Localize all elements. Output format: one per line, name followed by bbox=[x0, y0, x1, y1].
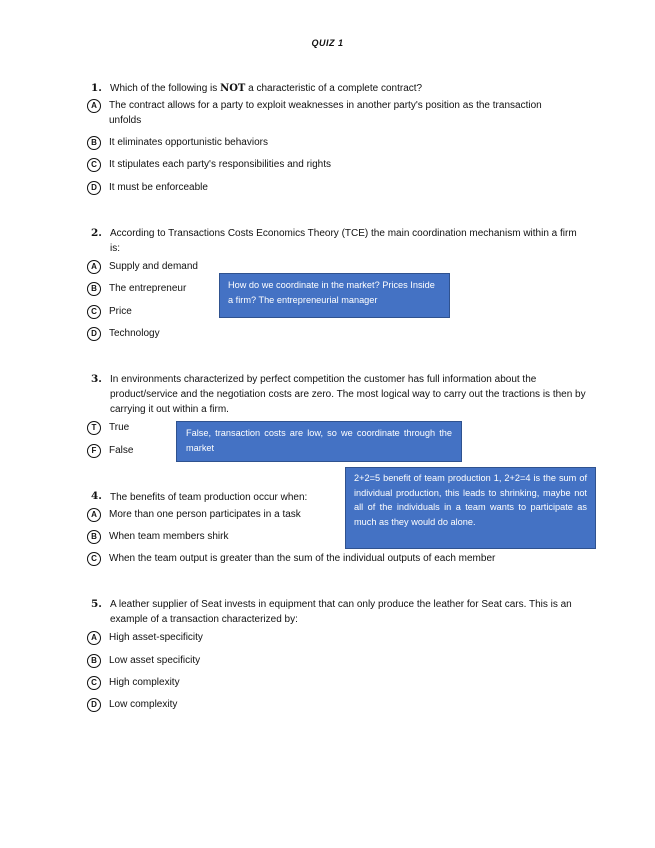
option-d-circle[interactable]: D bbox=[87, 698, 101, 712]
option-c-circle[interactable]: C bbox=[87, 676, 101, 690]
option-t-circle[interactable]: T bbox=[87, 421, 101, 435]
question-3-text: In environments characterized by perfect competition the customer has full information about the product/service and the negotiation costs are zero. The most logical way to carry out the tractions is then by carrying it out within a firm. bbox=[110, 374, 586, 415]
question-3-annotation: False, transaction costs are low, so we coordinate through the market bbox=[176, 421, 462, 462]
question-1-option-a[interactable] bbox=[87, 98, 569, 126]
question-2-option-d[interactable] bbox=[87, 326, 559, 344]
option-label: The entrepreneur bbox=[109, 283, 187, 294]
option-label: When the team output is greater than the sum of the individual outputs of each member bbox=[109, 553, 496, 564]
option-a-circle[interactable]: A bbox=[87, 99, 101, 113]
question-2-annotation: How do we coordinate in the market? Prices Inside a firm? The entrepreneurial manager bbox=[219, 273, 450, 318]
option-f-circle[interactable]: F bbox=[87, 444, 101, 458]
option-a-circle[interactable]: A bbox=[87, 508, 101, 522]
option-label: The contract allows for a party to exploit weaknesses in another party's position as the transaction unfolds bbox=[109, 100, 542, 126]
option-label: Price bbox=[109, 306, 132, 317]
option-label: True bbox=[109, 422, 130, 433]
option-d-circle[interactable]: D bbox=[87, 181, 101, 195]
option-label: Low asset specificity bbox=[109, 655, 201, 666]
question-4-text: The benefits of team production occur when: bbox=[110, 492, 308, 503]
option-label: False bbox=[109, 445, 134, 456]
question-5-option-a[interactable] bbox=[87, 630, 559, 648]
question-1-option-b[interactable] bbox=[87, 135, 559, 153]
option-label: Low complexity bbox=[109, 699, 178, 710]
option-b-circle[interactable]: B bbox=[87, 654, 101, 668]
option-c-circle[interactable]: C bbox=[87, 158, 101, 172]
option-label: More than one person participates in a task bbox=[109, 509, 301, 520]
question-4-number: 4. bbox=[91, 490, 102, 502]
quiz-title: QUIZ 1 bbox=[311, 38, 344, 48]
option-label: When team members shirk bbox=[109, 531, 229, 542]
question-5-text: A leather supplier of Seat invests in equipment that can only produce the leather for Seat cars. This is an example of a transaction characterized by: bbox=[110, 599, 572, 625]
option-label: High asset-specificity bbox=[109, 632, 203, 643]
question-1-option-d[interactable] bbox=[87, 180, 559, 198]
option-a-circle[interactable]: A bbox=[87, 631, 101, 645]
question-1-option-c[interactable] bbox=[87, 157, 559, 175]
option-c-circle[interactable]: C bbox=[87, 552, 101, 566]
question-1-emphasis: NOT bbox=[220, 83, 246, 94]
option-b-circle[interactable]: B bbox=[87, 530, 101, 544]
question-5-option-b[interactable] bbox=[87, 653, 559, 671]
question-5-number: 5. bbox=[91, 598, 102, 610]
option-c-circle[interactable]: C bbox=[87, 305, 101, 319]
option-b-circle[interactable]: B bbox=[87, 136, 101, 150]
option-label: High complexity bbox=[109, 677, 180, 688]
option-label: Technology bbox=[109, 328, 160, 339]
question-1-text: Which of the following is NOT a characteristic of a complete contract? bbox=[110, 83, 423, 94]
option-d-circle[interactable]: D bbox=[87, 327, 101, 341]
option-label: Supply and demand bbox=[109, 261, 198, 272]
question-1-number: 1. bbox=[91, 82, 102, 94]
question-5-option-c[interactable] bbox=[87, 675, 559, 693]
question-2-text: According to Transactions Costs Economics Theory (TCE) the main coordination mechanism within a firm is: bbox=[110, 228, 577, 254]
question-4-annotation: 2+2=5 benefit of team production 1, 2+2=4 is the sum of individual production, this leads to shrinking, maybe not all of the individuals in a team wants to participate as much as they would do alone. bbox=[345, 467, 596, 549]
question-5-option-d[interactable] bbox=[87, 697, 559, 715]
option-a-circle[interactable]: A bbox=[87, 260, 101, 274]
option-label: It eliminates opportunistic behaviors bbox=[109, 137, 268, 148]
question-2-number: 2. bbox=[91, 227, 102, 239]
question-3-number: 3. bbox=[91, 373, 102, 385]
option-b-circle[interactable]: B bbox=[87, 282, 101, 296]
option-label: It must be enforceable bbox=[109, 182, 208, 193]
question-4-option-c[interactable] bbox=[87, 551, 579, 569]
option-label: It stipulates each party's responsibilities and rights bbox=[109, 159, 332, 170]
